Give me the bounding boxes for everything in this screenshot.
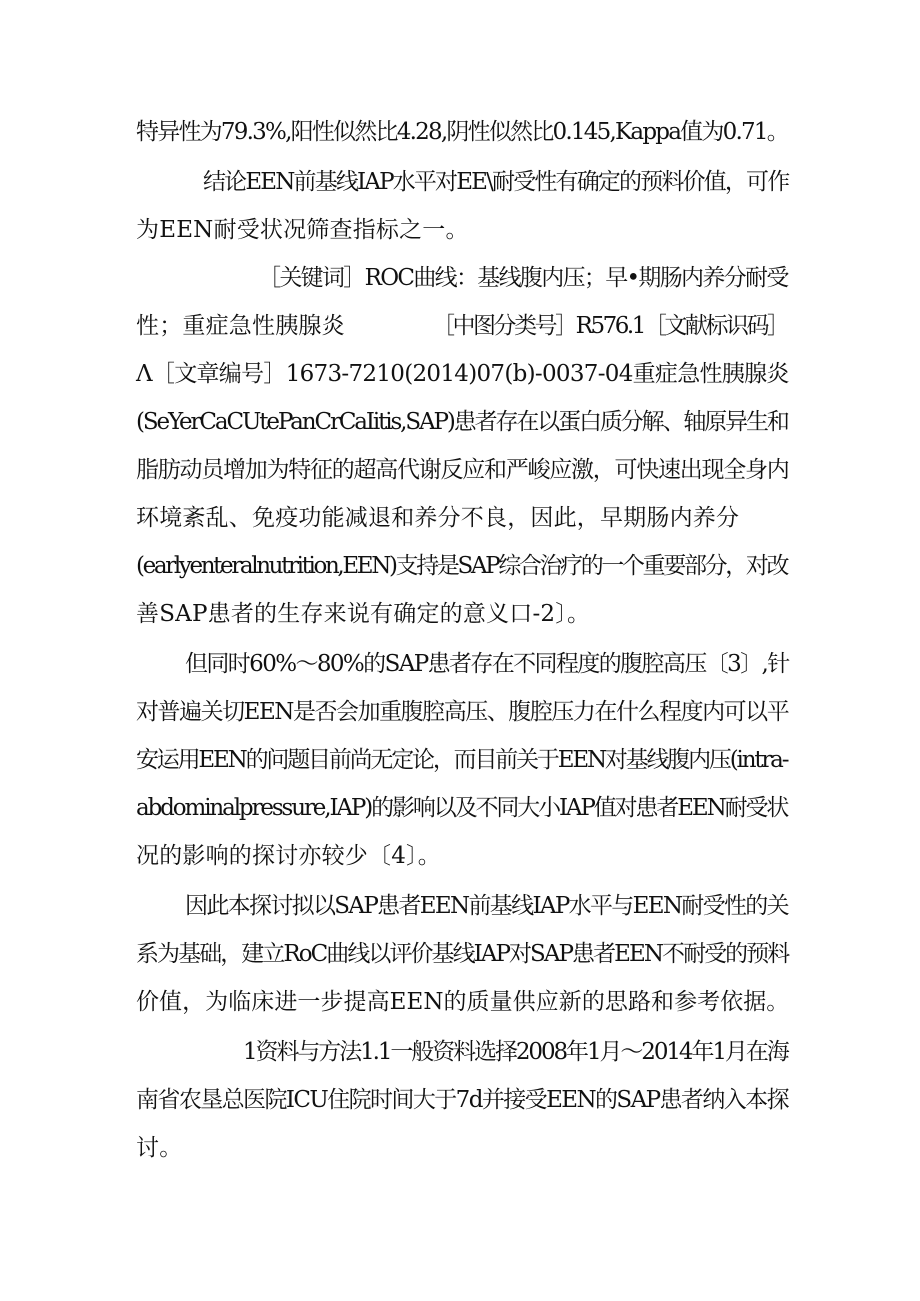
text-line-12: 善SAP患者的生存来说有确定的意义口-2〕。 [136,601,591,627]
text-line-20: 价值，为临床进一步提高EEN的质量供应新的思路和参考依据。 [136,989,790,1015]
text-line-5: 性；重症急性胰腺炎 [136,313,345,339]
text-line-6: ［中图分类号］R576.1［文献标识码］ [432,313,788,339]
text-line-22: 南省农垦总医院ICU住院时间大于7d并接受EEN的SAP患者纳入本探 [136,1087,788,1113]
text-line-16: abdominalpressure,IAP)的影响以及不同大小IAP值对患者EEN耐受状 [136,795,788,821]
text-line-23: 讨。 [136,1135,183,1161]
text-line-2: 结论EEN前基线IAP水平对EE\耐受性有确定的预料价值，可作 [203,169,789,195]
text-line-19: 系为基础，建立RoC曲线以评价基线IAP对SAP患者EEN不耐受的预料 [136,941,789,967]
text-line-17: 况的影响的探讨亦较少〔4〕。 [136,843,441,869]
text-line-15: 安运用EEN的问题目前尚无定论，而目前关于EEN对基线腹内压(intra- [136,747,788,773]
text-line-3: 为EEN耐受状况筛查指标之一。 [136,217,469,243]
text-line-21: 1资料与方法1.1一般资料选择2008年1月～2014年1月在海 [243,1039,788,1065]
text-line-11: (earlyenteralnutrition,EEN)支持是SAP综合治疗的一个重要部分，对改 [136,553,788,579]
text-line-8: (SeYerCaCUtePanCrCaIitis,SAP)患者存在以蛋白质分解、轴原异生和 [136,409,788,435]
text-line-1: 特异性为79.3%,阳性似然比4.28,阴性似然比0.145,Kappa值为0.71。 [136,119,788,145]
text-line-13: 但同时60%～80%的SAP患者存在不同程度的腹腔高压〔3〕,针 [185,651,789,677]
text-line-9: 脂肪动员增加为特征的超高代谢反应和严峻应激，可快速出现全身内 [136,457,789,483]
text-line-18: 因此本探讨拟以SAP患者EEN前基线IAP水平与EEN耐受性的关 [185,893,788,919]
text-line-10: 环境紊乱、免疫功能减退和养分不良，因此，早期肠内养分 [136,505,740,531]
text-line-4: ［关键词］ROC曲线：基线腹内压；早•期肠内养分耐受 [258,265,788,291]
text-line-14: 对普遍关切EEN是否会加重腹腔高压、腹腔压力在什么程度内可以平 [136,699,789,725]
text-line-7: Λ［文章编号］1673-7210(2014)07(b)-0037-04重症急性胰腺炎 [136,361,789,387]
